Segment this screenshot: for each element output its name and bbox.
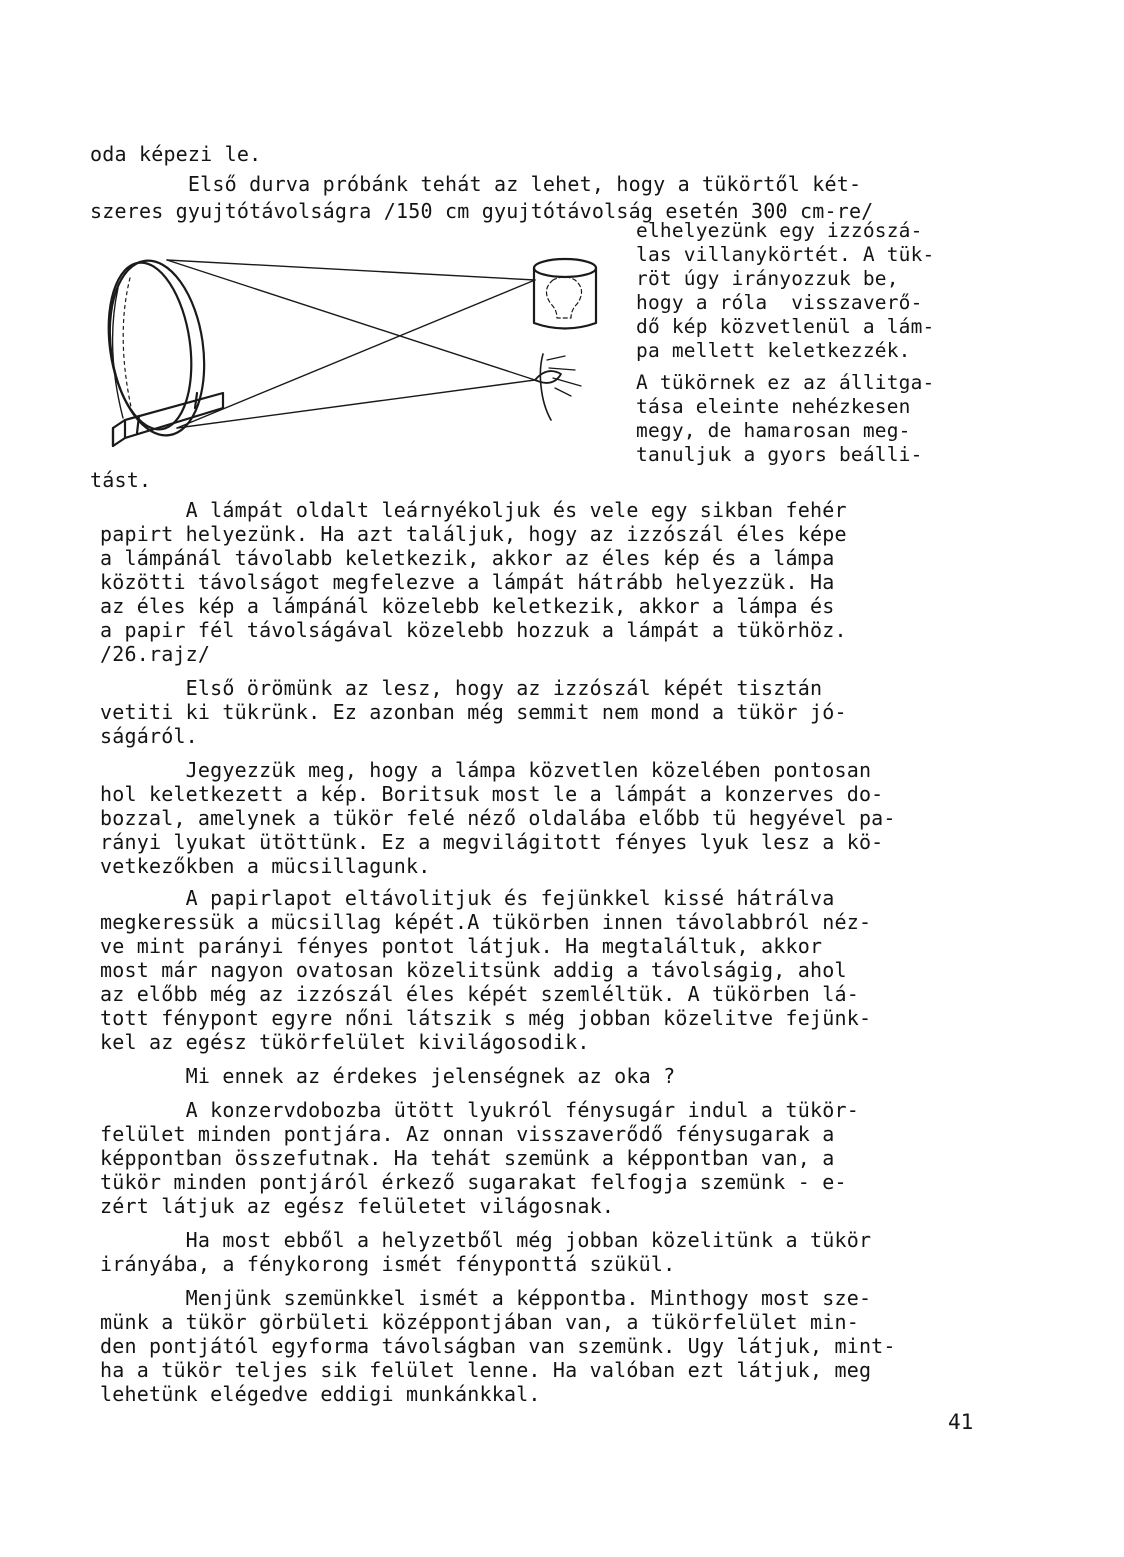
eye-icon xyxy=(535,354,581,420)
text-line: Menjünk szemünkkel ismét a képpontba. Minthogy most sze- xyxy=(100,1286,872,1310)
text-line: oda képezi le. xyxy=(90,142,262,166)
text-line: a lámpánál távolabb keletkezik, akkor az éles kép és a lámpa xyxy=(100,546,835,570)
text-line: Első durva próbánk tehát az lehet, hogy a tükörtől két- xyxy=(90,172,862,196)
text-line: vetiti ki tükrünk. Ez azonban még semmit nem mond a tükör jó- xyxy=(100,700,847,724)
text-line: bozzal, amelynek a tükör felé néző oldalába előbb tü hegyével pa- xyxy=(100,806,896,830)
text-line: Mi ennek az érdekes jelenségnek az oka ? xyxy=(100,1064,676,1088)
text-line: az előbb még az izzószál éles képét szemléltük. A tükörben lá- xyxy=(100,982,859,1006)
page-number: 41 xyxy=(948,1410,974,1434)
text-line: most már nagyon ovatosan közelitsünk addig a távolságig, ahol xyxy=(100,958,847,982)
text-line: kel az egész tükörfelület kivilágosodik. xyxy=(100,1030,590,1054)
text-line: ve mint parányi fényes pontot látjuk. Ha megtaláltuk, akkor xyxy=(100,934,823,958)
text-line: A lámpát oldalt leárnyékoljuk és vele egy sikban fehér xyxy=(100,498,847,522)
mirror-setup-illustration xyxy=(95,228,615,473)
text-line: den pontjától egyforma távolságban van szemünk. Ugy látjuk, mint- xyxy=(100,1334,896,1358)
text-line: megkeressük a mücsillag képét.A tükörben innen távolabbról néz- xyxy=(100,910,872,934)
text-line: tást. xyxy=(90,468,152,492)
ray-line xyxy=(167,260,535,280)
text-line: röt úgy irányozzuk be, xyxy=(636,267,899,290)
text-line: hol keletkezett a kép. Boritsuk most le a lámpát a konzerves do- xyxy=(100,782,884,806)
text-line: A konzervdobozba ütött lyukról fénysugár indul a tükör- xyxy=(100,1098,859,1122)
text-line: pa mellett keletkezzék. xyxy=(636,339,911,362)
text-line: szeres gyujtótávolságra /150 cm gyujtótávolság esetén 300 cm-re/ xyxy=(90,199,874,223)
text-line: ha a tükör teljes sik felület lenne. Ha valóban ezt látjuk, meg xyxy=(100,1358,872,1382)
mirror-base xyxy=(113,393,223,446)
text-line: elhelyezünk egy izzószá- xyxy=(636,219,923,242)
text-line: /26.rajz/ xyxy=(100,642,211,666)
text-line: dő kép közvetlenül a lám- xyxy=(636,315,935,338)
text-line: tása eleinte nehézkesen xyxy=(636,395,911,418)
mirror-face xyxy=(99,257,202,434)
ray-line xyxy=(167,260,535,380)
text-line: tanuljuk a gyors beálli- xyxy=(636,443,923,466)
text-line: felület minden pontjára. Az onnan visszaverődő fénysugarak a xyxy=(100,1122,835,1146)
text-line: az éles kép a lámpánál közelebb keletkezik, akkor a lámpa és xyxy=(100,594,835,618)
text-line: hogy a róla visszaverő- xyxy=(636,291,923,314)
text-line: münk a tükör görbületi középpontjában van, a tükörfelület min- xyxy=(100,1310,859,1334)
text-line: zért látjuk az egész felületet világosnak. xyxy=(100,1194,615,1218)
text-line: A tükörnek ez az állitga- xyxy=(636,371,935,394)
text-line: Jegyezzük meg, hogy a lámpa közvetlen közelében pontosan xyxy=(100,758,872,782)
text-line: rányi lyukat ütöttünk. Ez a megvilágitott fényes lyuk lesz a kö- xyxy=(100,830,884,854)
ray-line xyxy=(177,380,535,428)
text-line: közötti távolságot megfelezve a lámpát hátrább helyezzük. Ha xyxy=(100,570,835,594)
text-line: tükör minden pontjáról érkező sugarakat felfogja szemünk - e- xyxy=(100,1170,847,1194)
ray-line xyxy=(177,280,535,428)
text-line: Ha most ebből a helyzetből még jobban közelitünk a tükör xyxy=(100,1228,872,1252)
text-line: tott fénypont egyre nőni látszik s még jobban közelitve fejünk- xyxy=(100,1006,872,1030)
text-line: ságáról. xyxy=(100,724,198,748)
text-line: a papir fél távolságával közelebb hozzuk a lámpát a tükörhöz. xyxy=(100,618,847,642)
text-line: A papirlapot eltávolitjuk és fejünkkel kissé hátrálva xyxy=(100,886,835,910)
text-line: vetkezőkben a mücsillagunk. xyxy=(100,854,431,878)
text-line: lehetünk elégedve eddigi munkánkkal. xyxy=(100,1382,541,1406)
text-line: megy, de hamarosan meg- xyxy=(636,419,911,442)
text-line: las villanykörtét. A tük- xyxy=(636,243,935,266)
text-line: Első örömünk az lesz, hogy az izzószál képét tisztán xyxy=(100,676,823,700)
text-line: papirt helyezünk. Ha azt találjuk, hogy az izzószál éles képe xyxy=(100,522,847,546)
lamp-can xyxy=(534,259,596,329)
text-line: irányába, a fénykorong ismét fényponttá szükül. xyxy=(100,1252,676,1276)
text-line: képpontban összefutnak. Ha tehát szemünk a képpontban van, a xyxy=(100,1146,835,1170)
